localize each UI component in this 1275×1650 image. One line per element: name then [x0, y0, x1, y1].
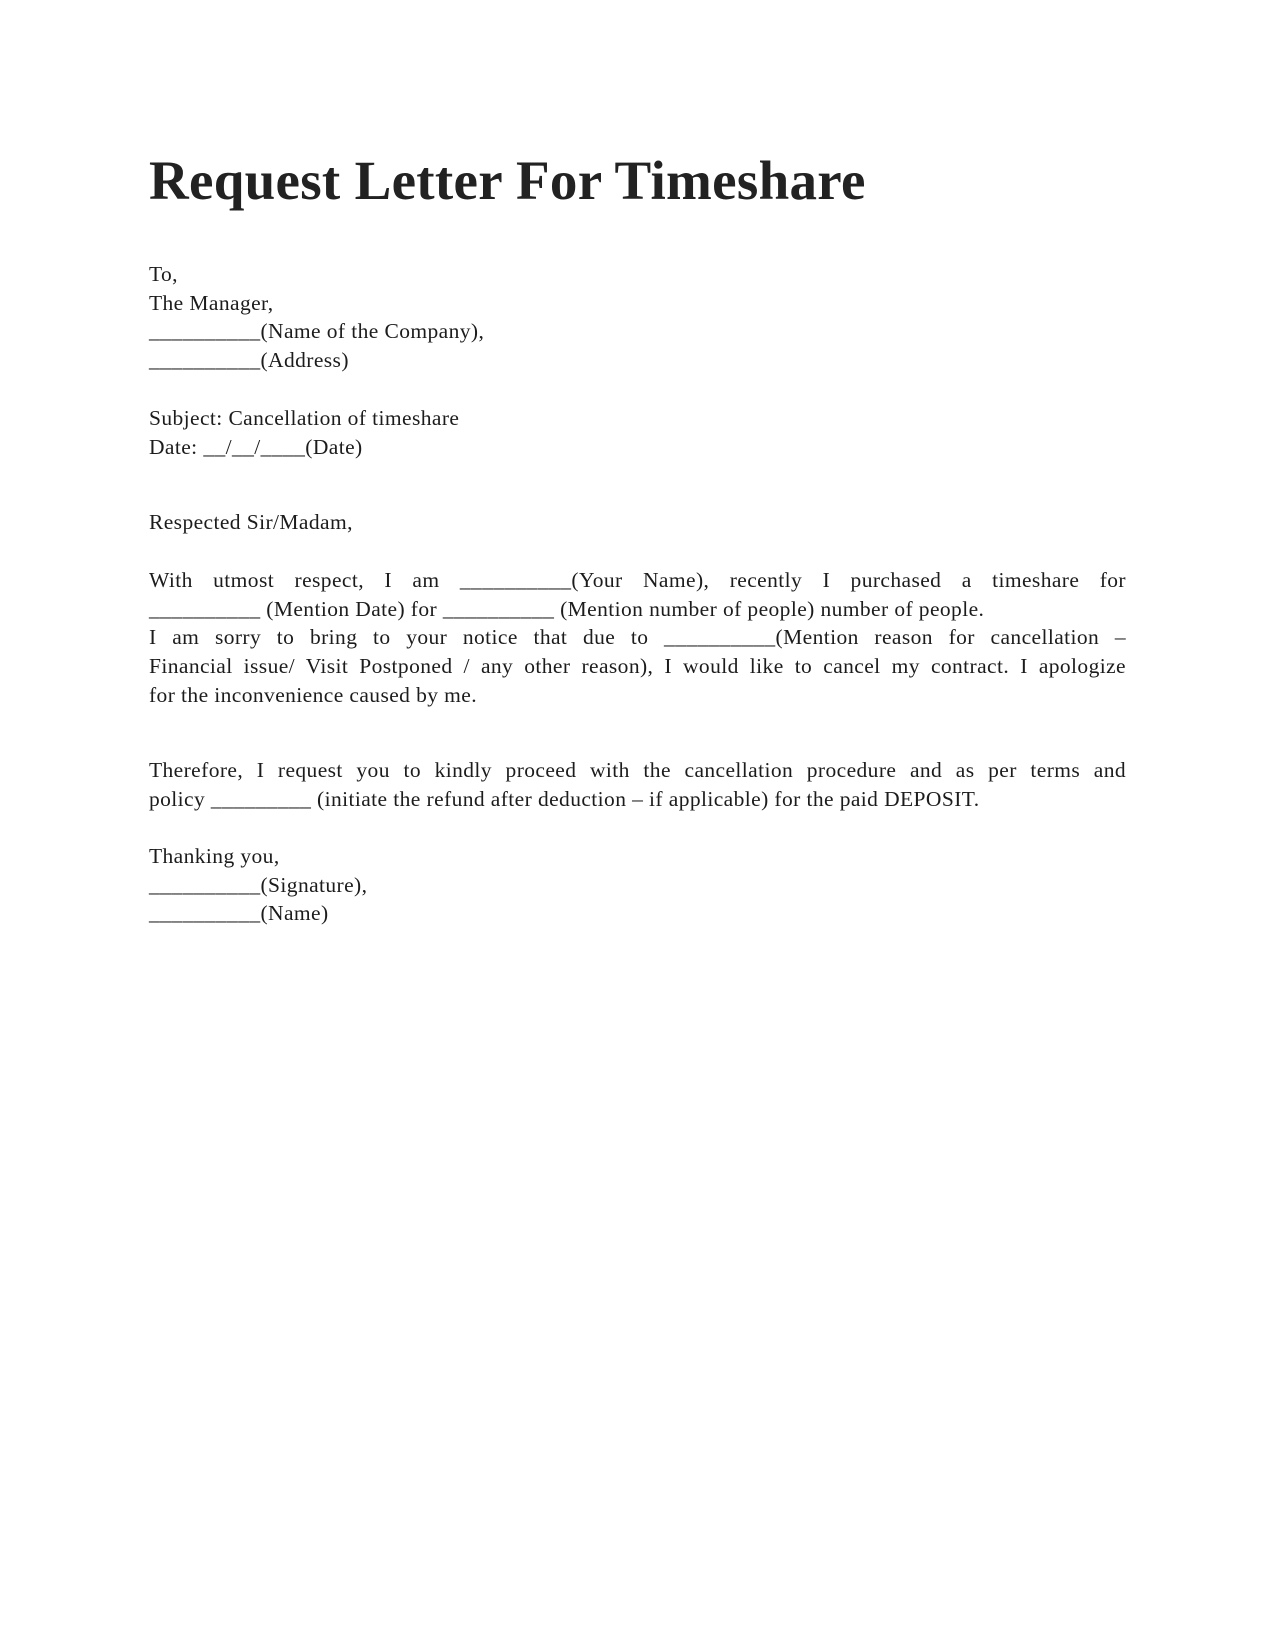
closing-block — [149, 842, 1126, 928]
request-line-2: policy _________ (initiate the refund after deduction – if applicable) for the paid DEPOSIT. — [149, 786, 980, 811]
recipient-line: The Manager, — [149, 290, 274, 315]
thanks-line: Thanking you, — [149, 844, 280, 868]
address-line: __________(Address) — [149, 348, 349, 373]
signature-line: __________(Signature), — [149, 872, 368, 897]
request-paragraph — [149, 756, 1126, 813]
company-name-line: __________(Name of the Company), — [149, 319, 485, 344]
recipient-address-block — [149, 260, 1126, 375]
to-line: To, — [149, 262, 178, 286]
salutation-block — [149, 508, 1126, 537]
body-paragraph — [149, 566, 1126, 710]
page-title: Request Letter For Timeshare — [149, 150, 866, 211]
body-line-4: Financial issue/ Visit Postponed / any other reason), I would like to cancel my contract. I apologize — [149, 654, 1126, 679]
date-line: Date: __/__/____(Date) — [149, 434, 363, 459]
name-line: __________(Name) — [149, 901, 329, 926]
request-line-1: Therefore, I request you to kindly proceed with the cancellation procedure and as per terms and — [149, 758, 1126, 782]
body-line-5: for the inconvenience caused by me. — [149, 682, 478, 707]
subject-line: Subject: Cancellation of timeshare — [149, 406, 460, 430]
subject-date-block — [149, 404, 1126, 461]
body-line-1: With utmost respect, I am __________(Your Name), recently I purchased a timeshare for — [149, 568, 1126, 592]
body-line-3: I am sorry to bring to your notice that due to __________(Mention reason for cancellation – — [149, 625, 1126, 650]
salutation-line: Respected Sir/Madam, — [149, 510, 353, 534]
body-line-2: __________ (Mention Date) for __________ (Mention number of people) number of people. — [149, 596, 985, 621]
